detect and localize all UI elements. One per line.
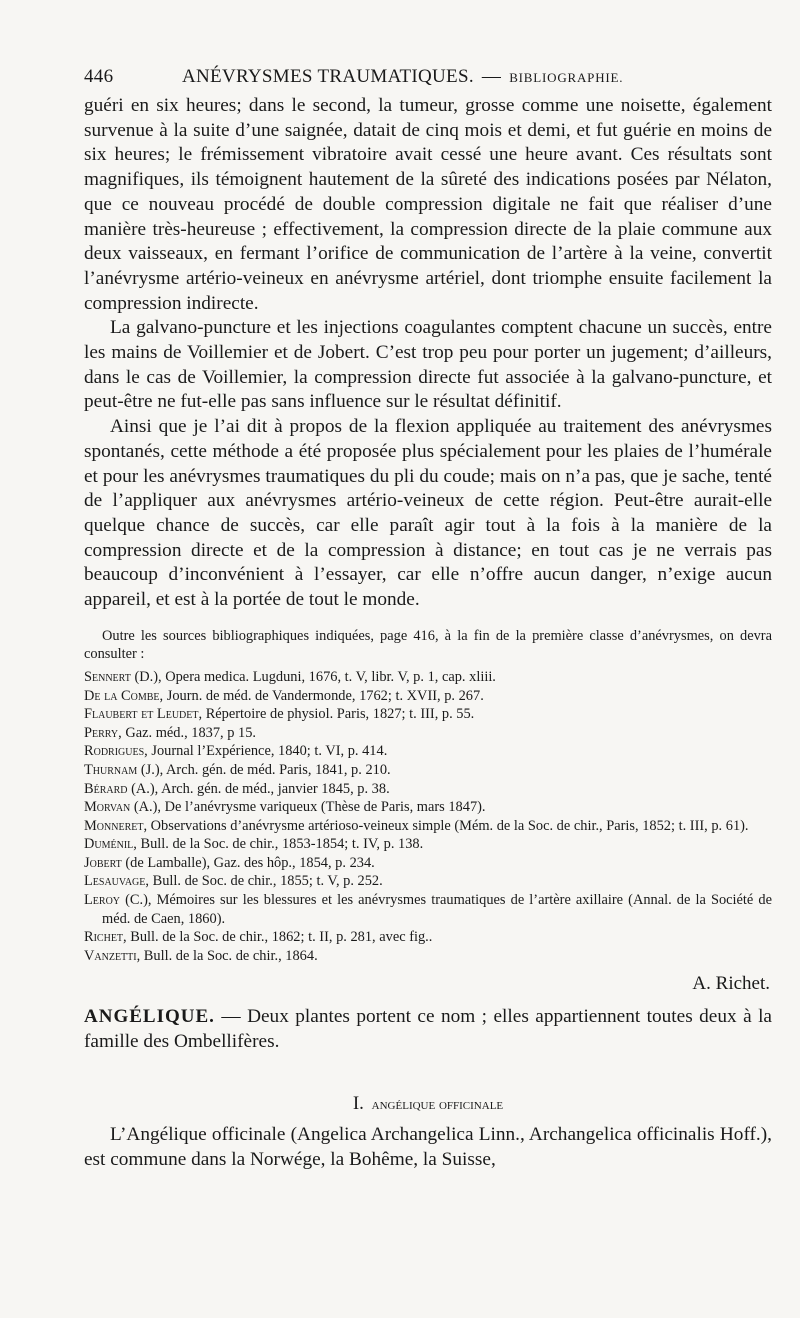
reference-author: Leroy (C.), [84, 892, 152, 909]
author-signature: A. Richet. [692, 973, 770, 995]
main-text [84, 94, 772, 613]
reference-item [84, 835, 772, 854]
reference-author: Flaubert et Leudet, [84, 706, 203, 723]
bibliography-intro: Outre les sources bibliographiques indiquées, page 416, à la fin de la première classe d’anévrysmes, on devra consulter : [84, 627, 772, 663]
running-head-dash: — [481, 66, 502, 87]
reference-item [84, 928, 772, 947]
reference-citation: Bull. de la Soc. de chir., 1853-1854; t. IV, p. 138. [136, 836, 424, 853]
reference-citation: Répertoire de physiol. Paris, 1827; t. III, p. 55. [202, 706, 475, 723]
reference-citation: Opera medica. Lugduni, 1676, t. V, libr. V, p. 1, cap. xliii. [161, 668, 496, 685]
reference-item [84, 668, 772, 687]
reference-item [84, 687, 772, 706]
dictionary-entry [84, 1005, 772, 1054]
running-head-subtitle: BIBLIOGRAPHIE. [509, 70, 624, 85]
reference-author: Richet, [84, 929, 127, 946]
entry-headword: ANGÉLIQUE. [84, 1006, 215, 1028]
reference-citation: Observations d’anévrysme artérioso-veineux simple (Mém. de la Soc. de chir., Paris, 1852; t. III, p. 61). [147, 817, 749, 834]
paragraph-galvano-puncture: La galvano-puncture et les injections coagulantes comptent chacune un succès, entre les mains de Voillemier et de Jobert. C’est trop peu pour porter un jugement; d’ailleurs, dans le cas de Voillemier, la compression directe fut associée à la galvano-puncture, et peut-être ne fut-elle pas sans influence sur le résultat définitif. [84, 317, 772, 413]
reference-author: Vanzetti, [84, 947, 141, 964]
reference-author: Lesauvage, [84, 873, 149, 890]
reference-item [84, 854, 772, 873]
reference-citation: Journal l’Expérience, 1840; t. VI, p. 414. [147, 743, 388, 760]
reference-item [84, 817, 772, 836]
reference-author: Monneret, [84, 817, 148, 834]
section-heading [84, 1093, 772, 1115]
reference-item [84, 947, 772, 966]
section-title: angélique officinale [371, 1096, 504, 1113]
paragraph-flexion: Ainsi que je l’ai dit à propos de la flexion appliquée au traitement des anévrysmes spontanés, cette méthode a été proposée plus spécialement pour les plaies de l’humérale et pour les anévrysmes traumatiques du pli du coude; mais on n’a pas, que je sache, tenté de l’appliquer aux anévrysmes artério-veineux de cette région. Peut-être aurait-elle quelque chance de succès, car elle paraît agir tout à la fois à la manière de la compression directe et de la compression à distance; en tout cas je ne verrais pas beaucoup d’inconvénient à l’essayer, car elle n’offre aucun danger, n’exige aucun appareil, et est à la portée de tout le monde. [84, 416, 772, 611]
reference-author: Sennert (D.), [84, 668, 162, 685]
reference-citation: (de Lamballe), Gaz. des hôp., 1854, p. 234. [121, 854, 375, 871]
reference-citation: De l’anévrysme variqueux (Thèse de Paris, mars 1847). [161, 799, 486, 816]
reference-author: Thurnam (J.), [84, 761, 164, 778]
running-head-title: ANÉVRYSMES TRAUMATIQUES. [182, 66, 474, 87]
reference-author: Jobert [84, 854, 122, 871]
bibliography [84, 627, 772, 966]
reference-item [84, 742, 772, 761]
reference-item [84, 798, 772, 817]
section-body [84, 1123, 772, 1172]
paragraph-continuation: guéri en six heures; dans le second, la tumeur, grosse comme une noisette, également survenue à la suite d’une saignée, datait de cinq mois et demi, et fut guérie en moins de six heures; le frémissement vibratoire avait cessé une heure avant. Ces résultats sont magnifiques, ils témoignent hautement de la sûreté des indications posées par Nélaton, que ce nouveau procédé de double compression digitale ne fait que réaliser d’une manière très-heureuse ; effectivement, la compression directe de la plaie commune aux deux vaisseaux, en fermant l’orifice de communication de l’artère à la veine, convertit l’anévrysme artério-veineux en anévrysme artériel, dont triomphe ensuite facilement la compression indirecte. [84, 95, 772, 314]
reference-item [84, 705, 772, 724]
reference-citation: Bull. de la Soc. de chir., 1862; t. II, p. 281, avec fig.. [126, 929, 433, 946]
reference-item [84, 724, 772, 743]
reference-citation: Bull. de Soc. de chir., 1855; t. V, p. 252. [149, 873, 383, 890]
running-head [84, 66, 772, 88]
reference-citation: Bull. de la Soc. de chir., 1864. [140, 947, 318, 964]
reference-author: Bérard (A.), [84, 780, 159, 797]
reference-citation: Journ. de méd. de Vandermonde, 1762; t. XVII, p. 267. [163, 687, 484, 704]
entry-definition: — Deux plantes portent ce nom ; elles appartiennent toutes deux à la famille des Ombellifères. [84, 1006, 772, 1053]
section-numeral: I. [352, 1092, 364, 1114]
reference-item [84, 761, 772, 780]
reference-author: Morvan (A.), [84, 799, 162, 816]
reference-author: Perry, [84, 724, 122, 741]
reference-citation: Mémoires sur les blessures et les anévrysmes traumatiques de l’artère axillaire (Annal. de la Société de méd. de Caen, 1860). [102, 892, 772, 927]
paragraph-angelique-officinale: L’Angélique officinale (Angelica Archangelica Linn., Archangelica officinalis Hoff.), est commune dans la Norwége, la Bohême, la Suisse, [84, 1123, 772, 1170]
reference-author: Duménil, [84, 836, 137, 853]
reference-citation: Arch. gén. de méd. Paris, 1841, p. 210. [163, 761, 391, 778]
reference-citation: Arch. gén. de méd., janvier 1845, p. 38. [158, 780, 390, 797]
reference-author: Rodrigues, [84, 743, 148, 760]
reference-item [84, 780, 772, 799]
reference-author: De la Combe, [84, 687, 164, 704]
reference-list [84, 668, 772, 966]
page-number: 446 [84, 66, 114, 87]
reference-item [84, 872, 772, 891]
reference-item [84, 891, 772, 928]
reference-citation: Gaz. méd., 1837, p 15. [121, 724, 257, 741]
